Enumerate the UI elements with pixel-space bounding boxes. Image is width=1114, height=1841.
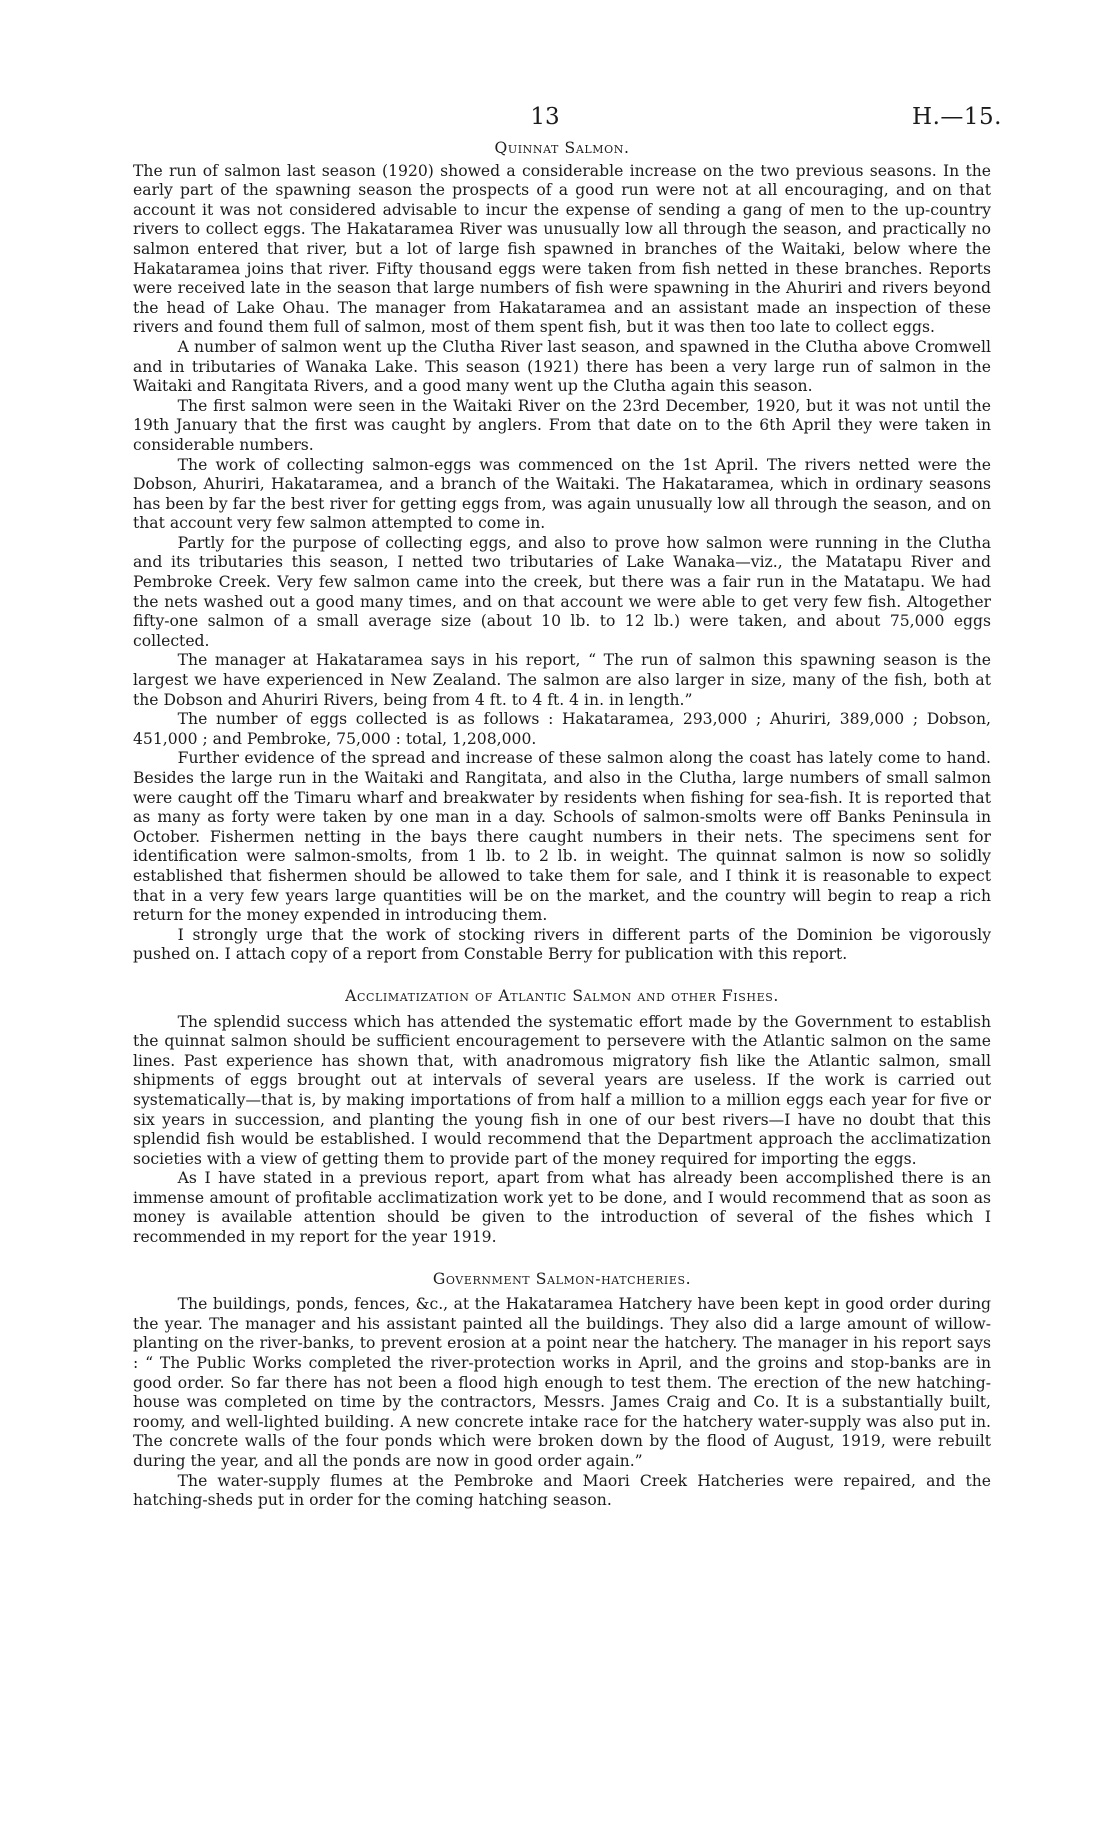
document-reference: H.—15. [912,104,1002,130]
paragraph: I strongly urge that the work of stocking rivers in different parts of the Dominion be vigorously pushed on. I attach copy of a report from Constable Berry for publication with this report. [133,925,991,964]
section-salmon-hatcheries [133,1270,991,1511]
section-heading: Acclimatization of Atlantic Salmon and other Fishes. [345,986,779,1005]
section-quinnat-salmon [133,139,991,965]
section-heading: Government Salmon-hatcheries. [432,1269,692,1288]
page-number: 13 [530,104,560,130]
section-atlantic-salmon [133,987,991,1248]
section-heading: Quinnat Salmon. [494,139,630,157]
page-body [133,139,991,1511]
paragraph: The number of eggs collected is as follows : Hakataramea, 293,000 ; Ahuriri, 389,000 ; Dobson, 451,000 ; and Pembroke, 75,000 : total, 1,208,000. [133,710,991,748]
paragraph: As I have stated in a previous report, apart from what has already been accomplished there is an immense amount of profitable acclimatization work yet to be done, and I would recommend that as soon as money is available attention should be given to the introduction of several of the fishes which I recommended in my report for the year 1919. [133,1169,991,1247]
paragraph: The water-supply flumes at the Pembroke and Maori Creek Hatcheries were repaired, and the hatching-sheds put in order for the coming hatching season. [133,1471,991,1510]
paragraph: Partly for the purpose of collecting eggs, and also to prove how salmon were running in the Clutha and its tributaries this season, I netted two tributaries of Lake Wanaka—viz., the Matatapu River and Pembroke Creek. Very few salmon came into the creek, but there was a fair run in the Matatapu. We had the nets washed out a good many times, and on that account we were able to get very few fish. Altogether fifty-one salmon of a small average size (about 10 lb. to 12 lb.) were taken, and about 75,000 eggs collected. [133,533,991,650]
paragraph: The manager at Hakataramea says in his report, “ The run of salmon this spawning season is the largest we have experienced in New Zealand. The salmon are also larger in size, many of the fish, both at the Dobson and Ahuriri Rivers, being from 4 ft. to 4 ft. 4 in. in length.” [133,651,991,709]
page-header [0,104,1114,138]
paragraph: A number of salmon went up the Clutha River last season, and spawned in the Clutha above Cromwell and in tributaries of Wanaka Lake. This season (1921) there has been a very large run of salmon in the Waitaki and Rangitata Rivers, and a good many went up the Clutha again this season. [133,337,991,396]
paragraph: Further evidence of the spread and increase of these salmon along the coast has lately come to hand. Besides the large run in the Waitaki and Rangitata, and also in the Clutha, large numbers of small salmon were caught off the Timaru wharf and breakwater by residents when fishing for sea-fish. It is reported that as many as forty were taken by one man in a day. Schools of salmon-smolts were off Banks Peninsula in October. Fishermen netting in the bays there caught numbers in their nets. The specimens sent for identification were salmon-smolts, from 1 lb. to 2 lb. in weight. The quinnat salmon is now so solidly established that fishermen should be allowed to take them for sale, and I think it is reasonable to expect that in a very few years large quantities will be on the market, and the country will begin to reap a rich return for the money expended in introducing them. [133,749,991,925]
paragraph: The buildings, ponds, fences, &c., at the Hakataramea Hatchery have been kept in good order during the year. The manager and his assistant painted all the buildings. They also did a large amount of willow-planting on the river-banks, to prevent erosion at a point near the hatchery. The manager in his report says : “ The Public Works completed the river-protection works in April, and the groins and stop-banks are in good order. So far there has not been a flood high enough to test them. The erection of the new hatching-house was completed on time by the contractors, Messrs. James Craig and Co. It is a substantially built, roomy, and well-lighted building. A new concrete intake race for the hatchery water-supply was also put in. The concrete walls of the four ponds which were broken down by the flood of August, 1919, were rebuilt during the year, and all the ponds are now in good order again.” [133,1295,991,1470]
paragraph: The first salmon were seen in the Waitaki River on the 23rd December, 1920, but it was not until the 19th January that the first was caught by anglers. From that date on to the 6th April they were taken in considerable numbers. [133,396,991,454]
paragraph: The splendid success which has attended the systematic effort made by the Government to establish the quinnat salmon should be sufficient encouragement to persevere with the Atlantic salmon on the same lines. Past experience has shown that, with anadromous migratory fish like the Atlantic salmon, small shipments of eggs brought out at intervals of several years are useless. If the work is carried out systematically—that is, by making importations of from half a million to a million eggs each year for five or six years in succession, and planting the young fish in one of our best rivers—I have no doubt that this splendid fish would be established. I would recommend that the Department approach the acclimatization societies with a view of getting them to provide part of the money required for importing the eggs. [133,1012,991,1168]
paragraph: The run of salmon last season (1920) showed a considerable increase on the two previous seasons. In the early part of the spawning season the prospects of a good run were not at all encouraging, and on that account it was not considered advisable to incur the expense of sending a gang of men to the up-country rivers to collect eggs. The Hakataramea River was unusually low all through the season, and practically no salmon entered that river, but a lot of large fish spawned in branches of the Waitaki, below where the Hakataramea joins that river. Fifty thousand eggs were taken from fish netted in these branches. Reports were received late in the season that large numbers of fish were spawning in the Ahuriri and rivers beyond the head of Lake Ohau. The manager from Hakataramea and an assistant made an inspection of these rivers and found them full of salmon, most of them spent fish, but it was then too late to collect eggs. [133,161,991,337]
paragraph: The work of collecting salmon-eggs was commenced on the 1st April. The rivers netted were the Dobson, Ahuriri, Hakataramea, and a branch of the Waitaki. The Hakataramea, which in ordinary seasons has been by far the best river for getting eggs from, was again unusually low all through the season, and on that account very few salmon attempted to come in. [133,455,991,533]
